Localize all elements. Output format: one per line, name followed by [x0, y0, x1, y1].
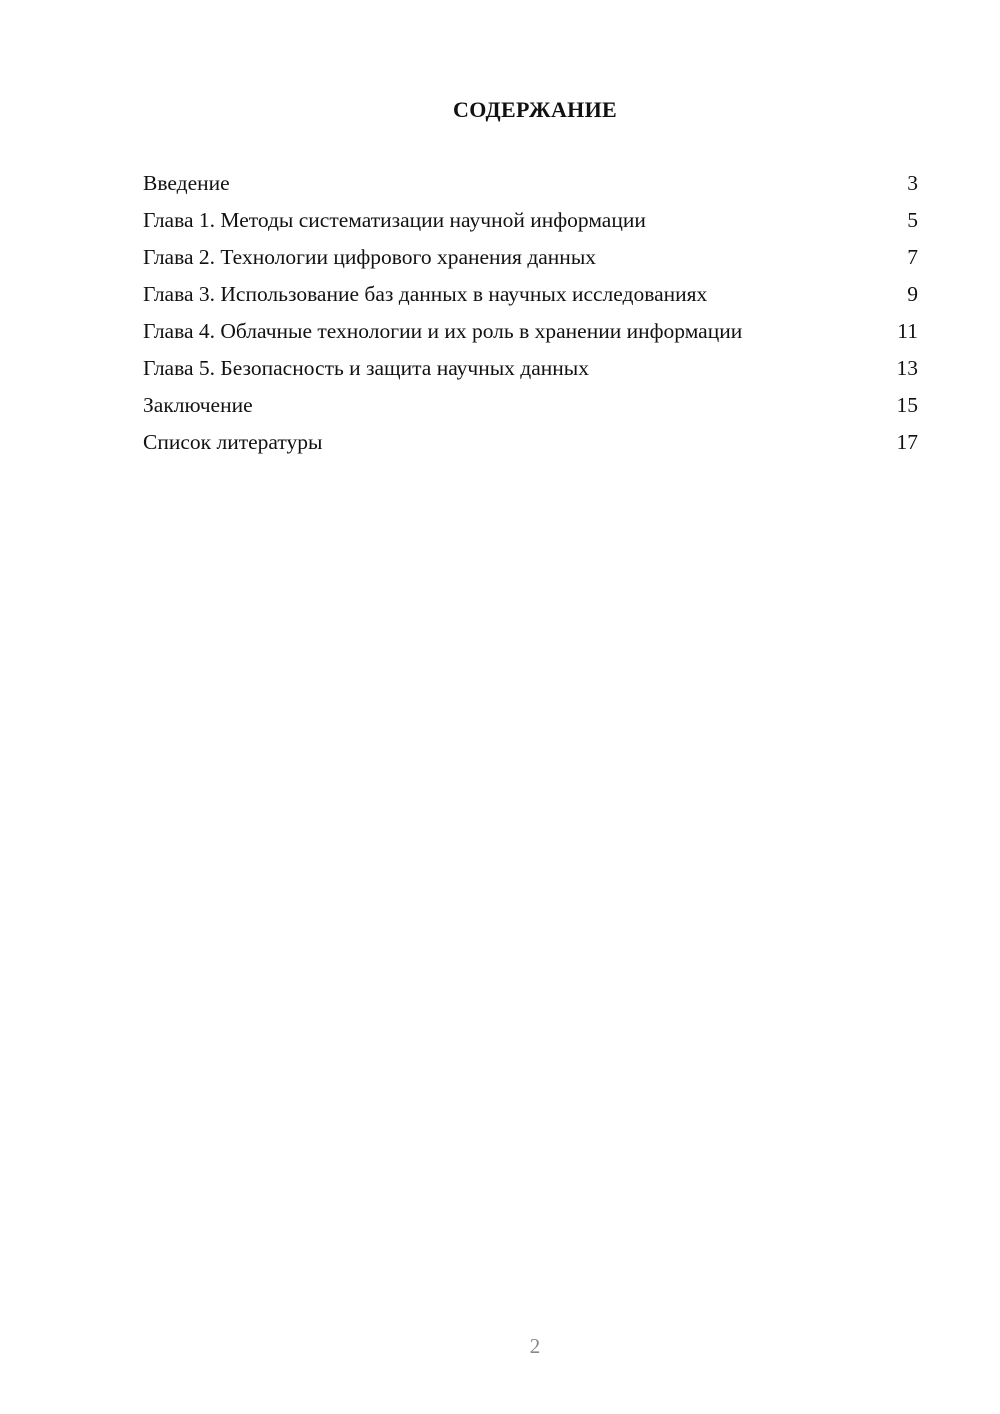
toc-entry-page: 9 — [907, 282, 918, 306]
toc-entry-page: 3 — [907, 171, 918, 195]
toc-entry-label: Список литературы — [143, 430, 323, 454]
toc-entry — [143, 244, 918, 270]
toc-entry-label: Глава 5. Безопасность и защита научных данных — [143, 356, 589, 380]
toc-entry-page: 5 — [907, 208, 918, 232]
toc-entry — [143, 355, 918, 381]
toc-entry — [143, 318, 918, 344]
toc-entry-page: 7 — [907, 245, 918, 269]
page-title: СОДЕРЖАНИЕ — [453, 97, 617, 122]
toc-entry-page: 13 — [896, 356, 918, 380]
toc-entry-label: Введение — [143, 171, 230, 195]
toc-entry-page: 15 — [896, 393, 918, 417]
toc-entry-label: Глава 4. Облачные технологии и их роль в хранении информации — [143, 319, 743, 343]
toc-entry-label: Глава 3. Использование баз данных в научных исследованиях — [143, 282, 708, 306]
toc-entry — [143, 392, 918, 418]
toc-entry-page: 11 — [897, 319, 918, 343]
toc-entry-label: Заключение — [143, 393, 253, 417]
page-number: 2 — [529, 1334, 541, 1358]
toc-entry-label: Глава 2. Технологии цифрового хранения данных — [143, 245, 597, 269]
toc-entry — [143, 429, 918, 455]
toc-entry-page: 17 — [896, 430, 918, 454]
toc-entry — [143, 281, 918, 307]
toc-entry — [143, 170, 918, 196]
toc-entry — [143, 207, 918, 233]
table-of-contents — [143, 170, 918, 466]
toc-entry-label: Глава 1. Методы систематизации научной информации — [143, 208, 646, 232]
